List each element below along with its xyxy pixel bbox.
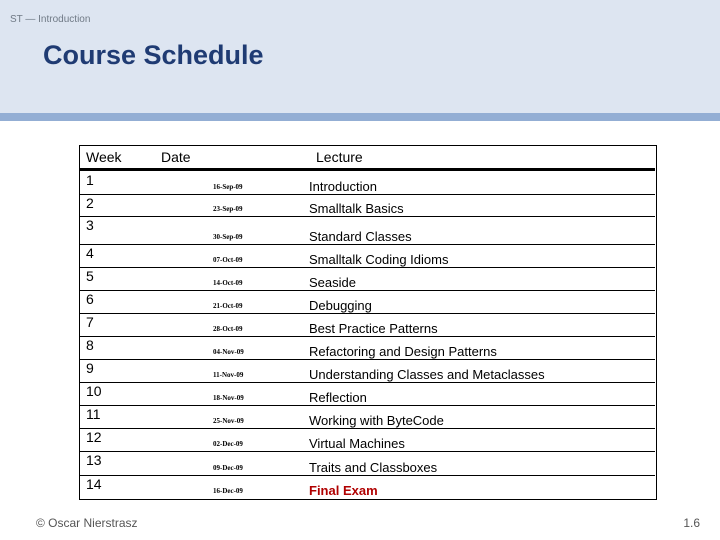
lecture-cell: Standard Classes bbox=[309, 229, 412, 244]
header-date: Date bbox=[161, 149, 191, 165]
date-cell: 28-Oct-09 bbox=[213, 325, 243, 333]
page-title: Course Schedule bbox=[43, 40, 264, 70]
table-row bbox=[79, 313, 655, 337]
week-cell: 8 bbox=[86, 337, 94, 353]
week-cell: 11 bbox=[86, 406, 101, 422]
week-cell: 6 bbox=[86, 291, 94, 307]
date-cell: 14-Oct-09 bbox=[213, 279, 243, 287]
page-number: 1.6 bbox=[683, 516, 700, 530]
lecture-cell: Seaside bbox=[309, 275, 356, 290]
header-week: Week bbox=[86, 149, 122, 165]
copyright-notice: © Oscar Nierstrasz bbox=[36, 516, 138, 530]
table-row bbox=[79, 290, 655, 314]
lecture-cell: Working with ByteCode bbox=[309, 413, 444, 428]
table-row bbox=[79, 194, 655, 217]
header-lecture: Lecture bbox=[316, 149, 363, 165]
date-cell: 16-Dec-09 bbox=[213, 487, 243, 495]
week-cell: 5 bbox=[86, 268, 94, 284]
week-cell: 1 bbox=[86, 172, 94, 188]
lecture-cell: Traits and Classboxes bbox=[309, 460, 438, 475]
table-row bbox=[79, 267, 655, 291]
lecture-cell: Debugging bbox=[309, 298, 372, 313]
lecture-cell: Virtual Machines bbox=[309, 436, 405, 451]
table-row bbox=[79, 405, 655, 429]
table-row bbox=[79, 171, 655, 195]
date-cell: 30-Sep-09 bbox=[213, 233, 243, 241]
table-header-row bbox=[79, 145, 655, 171]
date-cell: 04-Nov-09 bbox=[213, 348, 244, 356]
week-cell: 10 bbox=[86, 383, 102, 399]
date-cell: 25-Nov-09 bbox=[213, 417, 244, 425]
week-cell: 9 bbox=[86, 360, 94, 376]
table-row bbox=[79, 336, 655, 360]
date-cell: 09-Dec-09 bbox=[213, 464, 243, 472]
date-cell: 23-Sep-09 bbox=[213, 205, 243, 213]
lecture-cell: Introduction bbox=[309, 179, 377, 194]
table-row bbox=[79, 382, 655, 406]
date-cell: 11-Nov-09 bbox=[213, 371, 244, 379]
table-row bbox=[79, 244, 655, 268]
table-row bbox=[79, 359, 655, 383]
lecture-cell: Understanding Classes and Metaclasses bbox=[309, 367, 545, 382]
week-cell: 7 bbox=[86, 314, 94, 330]
date-cell: 16-Sep-09 bbox=[213, 183, 243, 191]
header-rule bbox=[0, 113, 720, 121]
week-cell: 14 bbox=[86, 476, 102, 492]
lecture-cell: Smalltalk Basics bbox=[309, 201, 404, 216]
lecture-cell-final-exam: Final Exam bbox=[309, 483, 378, 498]
lecture-cell: Smalltalk Coding Idioms bbox=[309, 252, 449, 267]
table-row bbox=[79, 475, 655, 498]
date-cell: 02-Dec-09 bbox=[213, 440, 243, 448]
week-cell: 4 bbox=[86, 245, 94, 261]
week-cell: 2 bbox=[86, 195, 94, 211]
week-cell: 13 bbox=[86, 452, 102, 468]
table-row bbox=[79, 216, 655, 245]
table-row bbox=[79, 451, 655, 476]
lecture-cell: Reflection bbox=[309, 390, 367, 405]
lecture-cell: Refactoring and Design Patterns bbox=[309, 344, 497, 359]
date-cell: 21-Oct-09 bbox=[213, 302, 243, 310]
lecture-cell: Best Practice Patterns bbox=[309, 321, 438, 336]
date-cell: 18-Nov-09 bbox=[213, 394, 244, 402]
date-cell: 07-Oct-09 bbox=[213, 256, 243, 264]
breadcrumb: ST — Introduction bbox=[10, 14, 91, 25]
week-cell: 12 bbox=[86, 429, 102, 445]
table-row bbox=[79, 428, 655, 452]
week-cell: 3 bbox=[86, 217, 94, 233]
